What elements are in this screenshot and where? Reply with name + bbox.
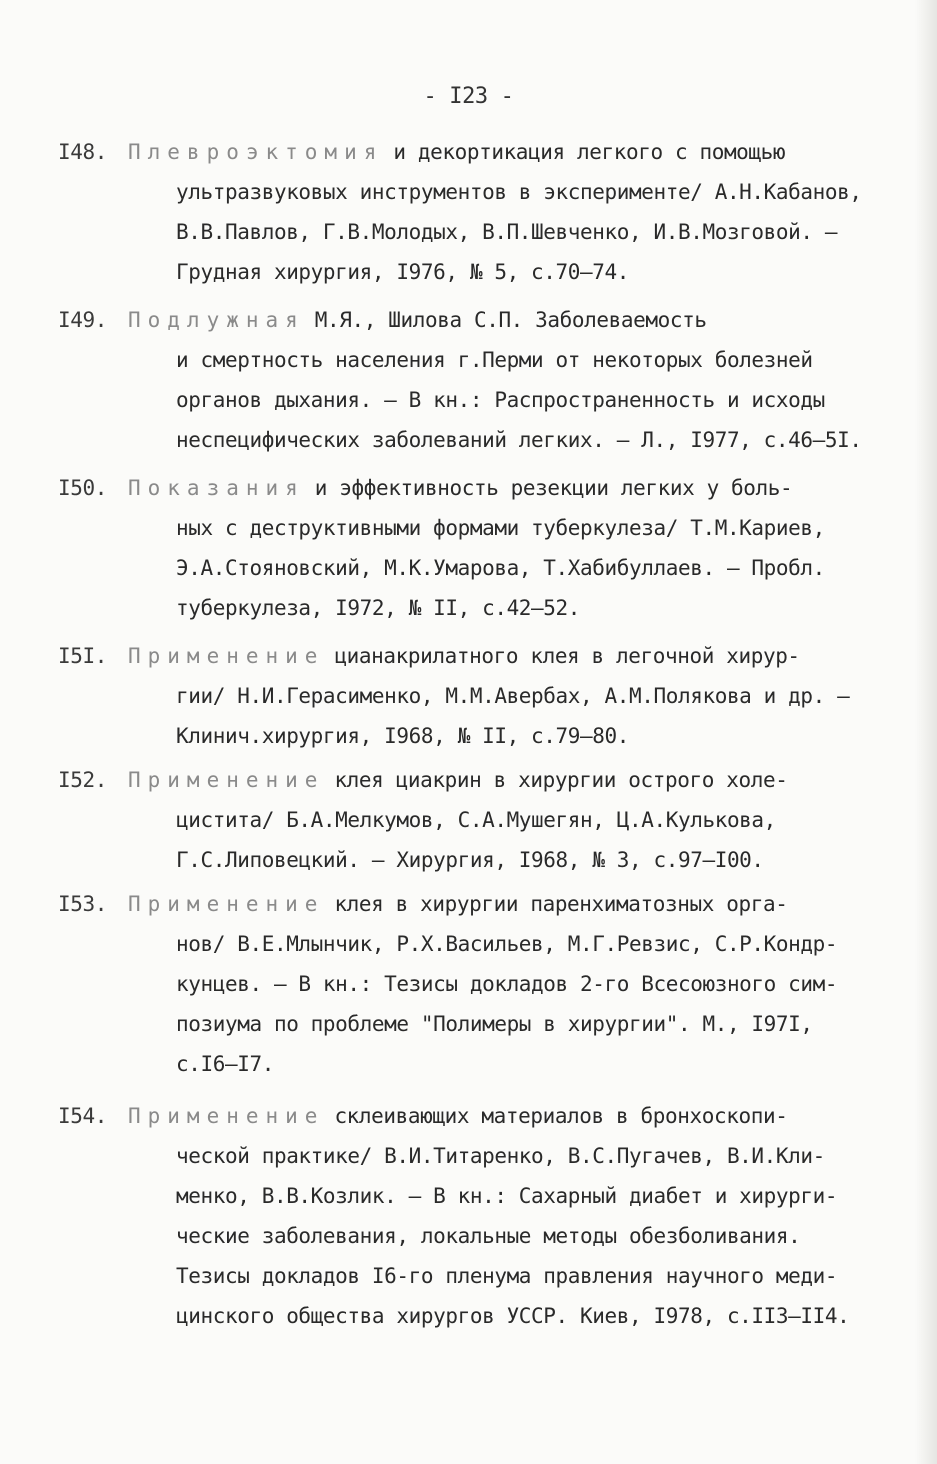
entry-first-line — [58, 468, 898, 508]
entry-heading: Применение — [128, 892, 325, 916]
entry-text-line: ческие заболевания, локальные методы обезболивания. — [176, 1224, 801, 1248]
entry-text-line: цинского общества хирургов УССР. Киев, I978, с.II3–II4. — [176, 1304, 850, 1328]
entry-text-line: Грудная хирургия, I976, № 5, с.70–74. — [176, 260, 629, 284]
entry-text-line: клея циакрин в хирургии острого холе- — [334, 768, 788, 792]
bibliography-entry — [58, 760, 898, 880]
entry-number: I48. — [58, 140, 107, 164]
entry-text-line: неспецифических заболеваний легких. – Л., I977, с.46–5I. — [176, 428, 862, 452]
entry-text-line: В.В.Павлов, Г.В.Молодых, В.П.Шевченко, И.В.Мозговой. – — [176, 220, 838, 244]
entry-text-line: ных с деструктивными формами туберкулеза/ Т.М.Кариев, — [176, 516, 825, 540]
entry-text-line: ческой практике/ В.И.Титаренко, В.С.Пугачев, В.И.Кли- — [176, 1144, 825, 1168]
entry-number: I53. — [58, 892, 107, 916]
entry-text-line: кунцев. – В кн.: Тезисы докладов 2-го Всесоюзного сим- — [176, 972, 838, 996]
entry-number: I5I. — [58, 644, 107, 668]
entry-text-line: нов/ В.Е.Млынчик, Р.Х.Васильев, М.Г.Ревзис, С.Р.Кондр- — [176, 932, 838, 956]
entry-number: I50. — [58, 476, 107, 500]
entry-text-line: Г.С.Липовецкий. – Хирургия, I968, № 3, с.97–I00. — [176, 848, 764, 872]
entry-heading: Подлужная — [128, 308, 305, 332]
entry-text-line: цистита/ Б.А.Мелкумов, С.А.Мушегян, Ц.А.Кулькова, — [176, 808, 776, 832]
bibliography-entry — [58, 300, 898, 460]
entry-text-line: и смертность населения г.Перми от некоторых болезней — [176, 348, 813, 372]
entry-text-line: органов дыхания. – В кн.: Распространенность и исходы — [176, 388, 825, 412]
entry-text-line: и декортикация легкого с помощью — [393, 140, 786, 164]
entry-first-line — [58, 884, 898, 924]
entry-number: I49. — [58, 308, 107, 332]
entry-text-line: Э.А.Стояновский, М.К.Умарова, Т.Хабибуллаев. – Пробл. — [176, 556, 825, 580]
entry-text-line: Тезисы докладов I6-го пленума правления научного меди- — [176, 1264, 838, 1288]
entry-first-line — [58, 1096, 898, 1136]
entry-first-line — [58, 636, 898, 676]
entry-heading: Плевроэктомия — [128, 140, 384, 164]
entry-first-line — [58, 300, 898, 340]
entry-text-line: клея в хирургии паренхиматозных орга- — [334, 892, 788, 916]
bibliography-entry — [58, 468, 898, 628]
entry-text-line: туберкулеза, I972, № II, с.42–52. — [176, 596, 581, 620]
entry-text-line: с.I6–I7. — [176, 1052, 274, 1076]
bibliography-entry — [58, 132, 898, 292]
entry-heading: Применение — [128, 644, 325, 668]
entry-heading: Показания — [128, 476, 305, 500]
entry-number: I52. — [58, 768, 107, 792]
entry-heading: Применение — [128, 1104, 325, 1128]
page-edge-shadow — [915, 0, 937, 1464]
entry-first-line — [58, 760, 898, 800]
bibliography-entry — [58, 1096, 898, 1336]
page-number: - I23 - — [423, 84, 514, 109]
entry-text-line: цианакрилатного клея в легочной хирур- — [334, 644, 800, 668]
bibliography-entry — [58, 636, 898, 756]
entry-number: I54. — [58, 1104, 107, 1128]
entry-first-line — [58, 132, 898, 172]
entry-text-line: позиума по проблеме "Полимеры в хирургии". М., I97I, — [176, 1012, 813, 1036]
entry-text-line: гии/ Н.И.Герасименко, М.М.Авербах, А.М.Полякова и др. – — [176, 684, 850, 708]
bibliography-entry — [58, 884, 898, 1084]
entry-text-line: и эффективность резекции легких у боль- — [314, 476, 793, 500]
entry-text-line: менко, В.В.Козлик. – В кн.: Сахарный диабет и хирурги- — [176, 1184, 838, 1208]
entry-text-line: склеивающих материалов в бронхоскопи- — [334, 1104, 788, 1128]
entry-text-line: ультразвуковых инструментов в эксперименте/ А.Н.Кабанов, — [176, 180, 862, 204]
entry-text-line: М.Я., Шилова С.П. Заболеваемость — [314, 308, 707, 332]
entry-heading: Применение — [128, 768, 325, 792]
entry-text-line: Клинич.хирургия, I968, № II, с.79–80. — [176, 724, 629, 748]
